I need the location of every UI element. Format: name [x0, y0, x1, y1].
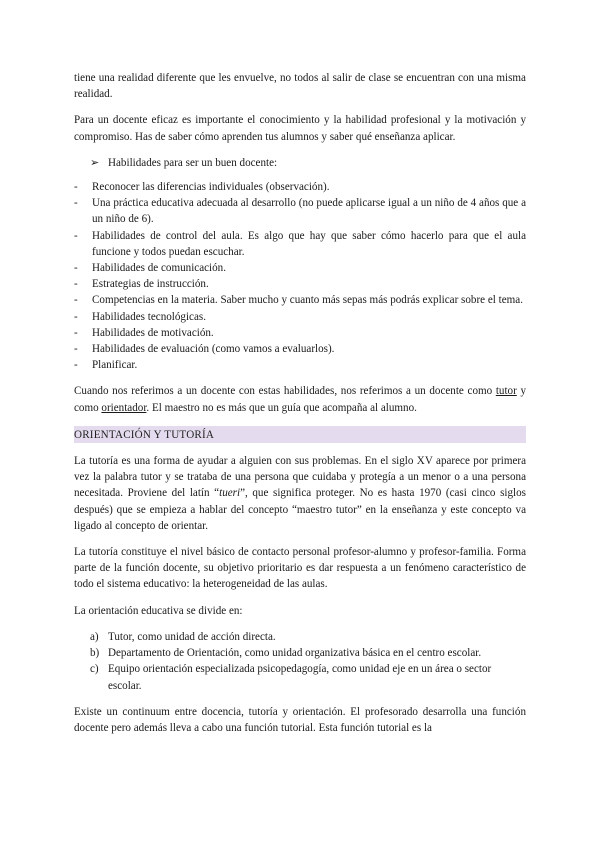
list-item: - Estrategias de instrucción. — [74, 276, 526, 292]
list-item: - Habilidades de motivación. — [74, 325, 526, 341]
list-item: - Planificar. — [74, 357, 526, 373]
skills-list — [74, 179, 526, 373]
list-item: b) Departamento de Orientación, como unidad organizativa básica en el centro escolar. — [90, 647, 482, 660]
paragraph-orientation-intro: La orientación educativa se divide en: — [74, 604, 243, 617]
list-item: - Habilidades de evaluación (como vamos a evaluarlos). — [74, 341, 526, 357]
arrow-bullet-icon: ➢ — [90, 156, 100, 169]
paragraph-continuum: Existe un continuum entre docencia, tutoría y orientación. El profesorado desarrolla una función docente pero además lleva a cabo una función tutorial. Esta función tutorial es la — [74, 705, 526, 734]
dash-marker: - — [74, 326, 78, 339]
list-item: - Competencias en la materia. Saber mucho y cuanto más sepas más podrás explicar sobre el tema. — [74, 292, 526, 308]
term-tutor: tutor — [495, 385, 517, 398]
paragraph-tutoria-definition: La tutoría es una forma de ayudar a alguien con sus problemas. En el siglo XV aparece por primera vez la palabra tutor y se trataba de una persona que cuidaba y protegía a un menor o a una persona necesitada. Proviene del latín “tueri”, que significa proteger. No es hasta 1970 (casi cinco siglos después) que se empieza a hablar del concepto “maestro tutor” en la enseñanza y este concepto va ligado al concepto de orientar. — [74, 455, 526, 532]
paragraph-tutoria-level: La tutoría constituye el nivel básico de contacto personal profesor-alumno y profesor-familia. Forma parte de la función docente, su objetivo prioritario es dar respuesta a un fenómeno característico de todo el sistema educativo: la heterogeneidad de las aulas. — [74, 546, 526, 591]
dash-marker: - — [74, 294, 78, 307]
list-item: a) Tutor, como unidad de acción directa. — [90, 630, 276, 643]
list-item: c) Equipo orientación especializada psicopedagogía, como unidad eje en un área o sector escolar. — [90, 663, 492, 692]
dash-marker: - — [74, 181, 78, 194]
dash-marker: - — [74, 359, 78, 372]
list-item: - Una práctica educativa adecuada al desarrollo (no puede aplicarse igual a un niño de 4 años que a un niño de 6). — [74, 195, 526, 227]
orientation-list — [90, 629, 526, 694]
dash-marker: - — [74, 197, 78, 210]
list-item: - Habilidades de comunicación. — [74, 260, 526, 276]
skills-heading-text: Habilidades para ser un buen docente: — [108, 156, 278, 169]
dash-marker: - — [74, 262, 78, 275]
dash-marker: - — [74, 343, 78, 356]
document-body — [74, 70, 526, 746]
paragraph-effective-teacher: Para un docente eficaz es importante el conocimiento y la habilidad profesional y la motivación y compromiso. Has de saber cómo aprenden tus alumnos y saber qué enseñanza aplicar. — [74, 114, 526, 143]
dash-marker: - — [74, 278, 78, 291]
paragraph-tutor-orientador: Cuando nos referimos a un docente con estas habilidades, nos referimos a un docente como tutor y como orientador. El maestro no es más que un guía que acompaña al alumno. — [74, 385, 526, 414]
list-item: - Habilidades tecnológicas. — [74, 309, 526, 325]
section-heading: ORIENTACIÓN Y TUTORÍA — [74, 426, 526, 443]
list-item: - Habilidades de control del aula. Es algo que hay que saber cómo hacerlo para que el aula funcione y todos puedan escuchar. — [74, 228, 526, 260]
latin-term: tueri — [219, 487, 241, 500]
list-item: - Reconocer las diferencias individuales (observación). — [74, 179, 526, 195]
skills-bullet-heading — [90, 155, 526, 171]
paragraph-intro: tiene una realidad diferente que les envuelve, no todos al salir de clase se encuentran con una misma realidad. — [74, 72, 526, 101]
dash-marker: - — [74, 310, 78, 323]
dash-marker: - — [74, 229, 78, 242]
term-orientador: orientador — [101, 401, 147, 414]
